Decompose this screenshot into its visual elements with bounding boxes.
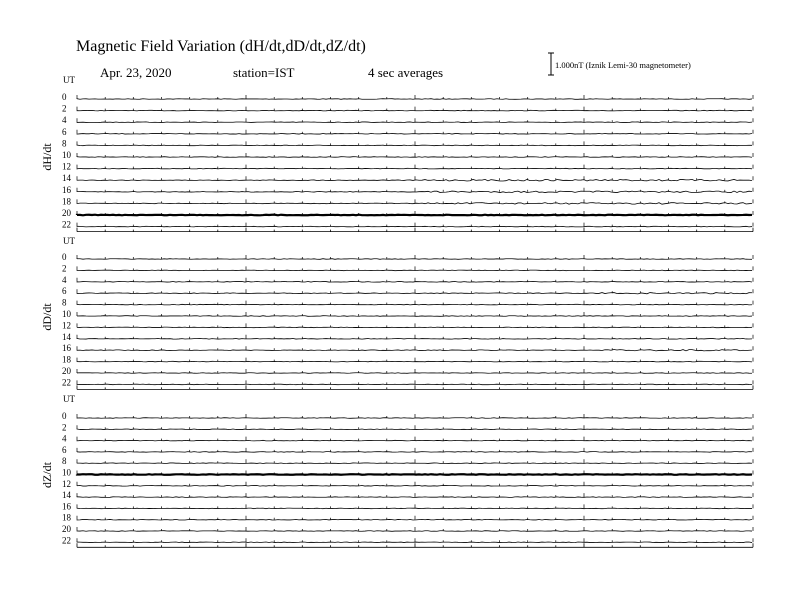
ut-label: UT — [63, 236, 75, 246]
hour-label: 16 — [62, 184, 71, 195]
panel-dH-dt — [40, 75, 753, 232]
trace-ticks — [77, 527, 753, 531]
component-ylabel: dZ/dt — [40, 462, 54, 488]
hour-label: 18 — [62, 196, 71, 207]
hour-label: 12 — [62, 478, 71, 489]
hour-label: 0 — [62, 252, 67, 262]
hour-label: 18 — [62, 354, 71, 365]
hour-label: 0 — [62, 92, 67, 102]
trace-8ut — [77, 304, 752, 305]
trace-18ut — [77, 203, 752, 205]
trace-22ut — [77, 384, 752, 385]
ut-label: UT — [63, 75, 75, 85]
hour-label: 2 — [62, 103, 67, 114]
hour-label: 20 — [62, 208, 71, 218]
trace-ticks — [77, 118, 753, 122]
hour-label: 2 — [62, 422, 67, 433]
component-ylabel: dD/dt — [40, 303, 54, 331]
ut-label: UT — [63, 394, 75, 404]
trace-10ut — [77, 474, 752, 475]
trace-ticks — [77, 335, 753, 339]
trace-16ut — [77, 191, 752, 193]
bottom-axis — [77, 385, 753, 389]
trace-22ut — [77, 542, 752, 543]
trace-ticks — [77, 538, 753, 542]
panel-dZ-dt — [40, 394, 753, 547]
hour-label: 12 — [62, 161, 71, 172]
scale-bar-label: 1.000nT (Iznik Lemi-30 magnetometer) — [555, 60, 691, 70]
trace-ticks — [77, 323, 753, 327]
trace-2ut — [77, 270, 752, 271]
hour-label: 22 — [62, 377, 71, 388]
hour-label: 22 — [62, 535, 71, 546]
trace-14ut — [77, 497, 752, 498]
trace-ticks — [77, 459, 753, 463]
hour-label: 6 — [62, 286, 67, 297]
date-label: Apr. 23, 2020 — [100, 65, 172, 80]
trace-4ut — [77, 282, 752, 283]
trace-ticks — [77, 437, 753, 441]
trace-14ut — [77, 339, 752, 340]
trace-ticks — [77, 165, 753, 169]
trace-ticks — [77, 176, 753, 180]
trace-ticks — [77, 95, 753, 99]
hour-label: 0 — [62, 411, 67, 421]
trace-ticks — [77, 301, 753, 305]
trace-2ut — [77, 110, 752, 111]
trace-8ut — [77, 145, 752, 146]
bottom-axis — [77, 228, 753, 232]
hour-label: 10 — [62, 467, 71, 478]
trace-0ut — [77, 418, 752, 419]
trace-ticks — [77, 482, 753, 486]
trace-10ut — [77, 316, 752, 317]
chart-title: Magnetic Field Variation (dH/dt,dD/dt,dZ/dt) — [76, 38, 366, 55]
trace-ticks — [77, 312, 753, 316]
trace-6ut — [77, 134, 752, 135]
trace-12ut — [77, 327, 752, 328]
trace-8ut — [77, 463, 752, 464]
trace-14ut — [77, 179, 752, 181]
hour-label: 6 — [62, 126, 67, 137]
trace-ticks — [77, 153, 753, 157]
trace-20ut — [77, 373, 752, 374]
trace-20ut — [77, 531, 752, 532]
trace-4ut — [77, 440, 752, 441]
hour-label: 14 — [62, 173, 71, 184]
trace-18ut — [77, 361, 752, 362]
trace-16ut — [77, 508, 752, 509]
hour-label: 22 — [62, 219, 71, 230]
hour-label: 20 — [62, 366, 71, 376]
trace-ticks — [77, 504, 753, 508]
hour-label: 4 — [62, 274, 67, 285]
hour-label: 16 — [62, 343, 71, 354]
hour-label: 8 — [62, 456, 67, 467]
trace-ticks — [77, 199, 753, 203]
hour-label: 8 — [62, 138, 67, 149]
trace-20ut — [77, 215, 752, 216]
hour-label: 4 — [62, 115, 67, 126]
hour-label: 12 — [62, 320, 71, 331]
trace-18ut — [77, 519, 752, 520]
hour-label: 6 — [62, 444, 67, 455]
trace-12ut — [77, 168, 752, 169]
hour-label: 18 — [62, 512, 71, 523]
hour-label: 10 — [62, 150, 71, 160]
trace-6ut — [77, 293, 752, 294]
scale-bar — [548, 53, 554, 75]
trace-ticks — [77, 266, 753, 270]
trace-ticks — [77, 493, 753, 497]
hour-label: 14 — [62, 490, 71, 501]
hour-label: 16 — [62, 501, 71, 512]
trace-ticks — [77, 414, 753, 418]
trace-ticks — [77, 255, 753, 259]
trace-ticks — [77, 516, 753, 520]
hour-label: 4 — [62, 433, 67, 444]
trace-ticks — [77, 358, 753, 362]
trace-0ut — [77, 99, 752, 100]
trace-4ut — [77, 122, 752, 123]
trace-16ut — [77, 350, 752, 351]
trace-0ut — [77, 259, 752, 260]
trace-ticks — [77, 425, 753, 429]
hour-label: 14 — [62, 331, 71, 342]
hour-label: 2 — [62, 263, 67, 274]
hour-label: 8 — [62, 297, 67, 308]
panel-dD-dt — [40, 236, 753, 389]
trace-12ut — [77, 486, 752, 487]
trace-10ut — [77, 157, 752, 158]
trace-2ut — [77, 429, 752, 430]
station-label: station=IST — [233, 65, 295, 80]
trace-ticks — [77, 369, 753, 373]
hour-label: 20 — [62, 524, 71, 534]
component-ylabel: dH/dt — [40, 143, 54, 171]
trace-ticks — [77, 130, 753, 134]
hour-label: 10 — [62, 309, 71, 319]
trace-ticks — [77, 223, 753, 227]
bottom-axis — [77, 543, 753, 547]
trace-ticks — [77, 448, 753, 452]
trace-22ut — [77, 226, 752, 227]
trace-ticks — [77, 278, 753, 282]
averaging-label: 4 sec averages — [368, 65, 444, 80]
trace-6ut — [77, 452, 752, 453]
